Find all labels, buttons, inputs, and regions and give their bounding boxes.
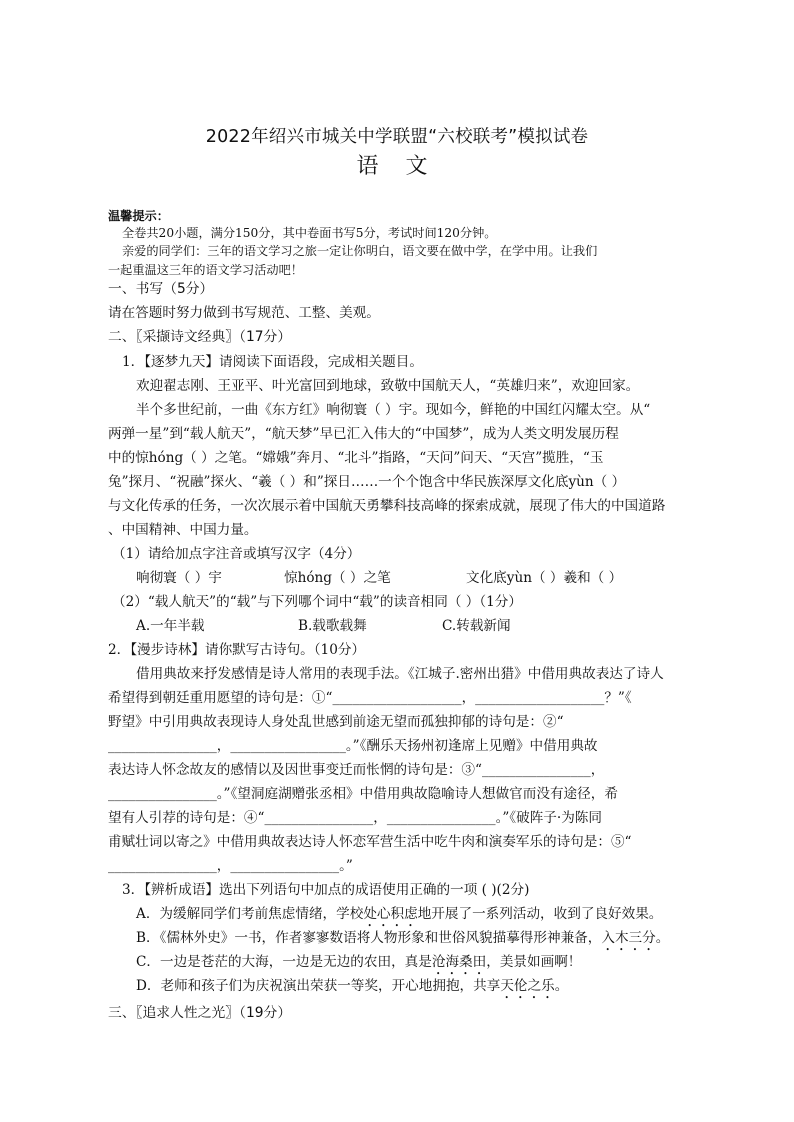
q1-title: 1．【逐梦九天】请阅读下面语段，完成相关题目。 [122, 354, 423, 370]
section1-text: 请在答题时努力做到书写规范、工整、美观。 [108, 305, 380, 321]
q2-line-3: 野望》中引用典故表现诗人身处乱世感到前途无望而孤独抑郁的诗句是：②“ [108, 714, 564, 730]
q1-para-1: 欢迎翟志刚、王亚平、叶光富回到地球，致敬中国航天人，“英雄归来”，欢迎回家。 [136, 378, 640, 394]
q3-option-d-post: 。 [554, 978, 569, 994]
q2-line-7: 望有人引荐的诗句是：④“________________，________________。”《破阵子·为陈同 [108, 810, 602, 826]
q3-option-d [136, 977, 568, 1002]
q3-option-a [136, 905, 662, 930]
q3-option-c-post: ，美景如画啊！ [486, 954, 582, 970]
exam-title: 2022年绍兴市城关中学联盟“六校联考”模拟试卷 [205, 127, 589, 147]
q1-sub1-item-3: 文化底yùn（ ）羲和（ ） [466, 570, 623, 586]
q3-option-b-idiom: 入木三分 [601, 930, 656, 946]
q3-option-c-pre: C．一边是苍茫的大海，一边是无边的农田，真是 [136, 954, 432, 970]
q1-sub1: （1）请给加点字注音或填写汉字（4分） [112, 546, 361, 562]
q1-sub2: （2）“载人航天”的“载”与下列哪个词中“载”的读音相同（ ）（1分） [112, 594, 522, 610]
q2-line-1: 借用典故来抒发感情是诗人常用的表现手法。《江城子.密州出猎》中借用典故表达了诗人 [136, 666, 664, 682]
q2-line-6: ________________。”《望洞庭湖赠张丞相》中借用典故隐喻诗人想做官而没有途径，希 [108, 786, 618, 802]
q1-para-2-line-3: 中的惊hóng（ ）之笔。“嫦娥”奔月、“北斗”指路，“天问”问天、“天宫”揽胜，“玉 [108, 450, 604, 466]
q3-option-b [136, 929, 669, 954]
q2-line-8: 甫赋壮词以寄之》中借用典故表达诗人怀恋军营生活中吃牛肉和演奏军乐的诗句是：⑤“ [108, 834, 632, 850]
q2-line-9: ________________，________________。” [108, 858, 353, 874]
tips-line-2a: 亲爱的同学们：三年的语文学习之旅一定让你明白，语文要在做中学，在学中用。让我们 [122, 244, 598, 258]
q1-sub1-item-1: 响彻寰（ ）宇 [136, 570, 222, 586]
q1-para-2-line-2: 两弹一星”到“载人航天”，“航天梦”早已汇入伟大的“中国梦”，成为人类文明发展历程 [108, 426, 619, 442]
q1-option-c: C.转载新闻 [442, 618, 511, 634]
q1-para-2-line-5: 与文化传承的任务，一次次展示着中国航天勇攀科技高峰的探索成就，展现了伟大的中国道路 [108, 498, 666, 514]
tips-heading: 温馨提示： [108, 209, 169, 223]
q2-line-5: 表达诗人怀念故友的感情以及因世事变迁而怅惘的诗句是：③“________________， [108, 762, 605, 778]
section3-heading: 三、〖追求人性之光〗（19分） [108, 1005, 292, 1021]
q3-option-b-post: 。 [655, 930, 670, 946]
q1-sub1-item-2: 惊hóng（ ）之笔 [284, 570, 391, 586]
section2-heading: 二、〖采撷诗文经典〗（17分） [108, 329, 292, 345]
q1-para-2-line-1: 半个多世纪前，一曲《东方红》响彻寰（ ）宇。现如今，鲜艳的中国红闪耀太空。从“ [136, 402, 651, 418]
q3-title: 3．【辨析成语】选出下列语句中加点的成语使用正确的一项 ( )(2分) [122, 882, 530, 898]
q3-option-a-pre: A．为缓解同学们考前焦虑情绪，学校 [136, 906, 364, 922]
q1-option-a: A.一年半载 [136, 618, 205, 634]
subject-title: 语 文 [356, 154, 438, 179]
q3-option-c-idiom: 沧海桑田 [431, 954, 487, 970]
q2-line-4: ________________，_________________。”《酬乐天扬州初逢席上见赠》中借用典故 [108, 738, 598, 754]
q3-option-a-post: 地开展了一系列活动，收到了良好效果。 [417, 906, 663, 922]
q1-para-2-line-4: 兔”探月、“祝融”探火、“羲（ ）和”探日……一个个饱含中华民族深厚文化底yùn（ ） [108, 474, 626, 490]
q3-option-d-pre: D．老师和孩子们为庆祝演出荣获一等奖，开心地拥抱，共享 [136, 978, 501, 994]
q2-title: 2．【漫步诗林】请你默写古诗句。（10分） [108, 642, 366, 658]
q1-para-2-line-6: 、中国精神、中国力量。 [108, 522, 258, 538]
q3-option-d-idiom: 天伦之乐 [500, 978, 555, 994]
tips-line-1: 全卷共20小题，满分150分，其中卷面书写5分，考试时间120分钟。 [122, 226, 497, 240]
q3-option-a-idiom: 处心积虑 [363, 906, 418, 922]
section1-heading: 一、书写（5分） [108, 281, 214, 297]
q2-line-2: 希望得到朝廷重用愿望的诗句是：①“___________________，___________________？”《 [108, 690, 632, 706]
q3-option-c [136, 953, 581, 978]
q3-option-b-pre: B．《儒林外史》一书，作者寥寥数语将人物形象和世俗风貌描摹得形神兼备， [136, 930, 602, 946]
tips-line-2b: 一起重温这三年的语文学习活动吧！ [108, 263, 303, 277]
q1-option-b: B.载歌载舞 [298, 618, 367, 634]
